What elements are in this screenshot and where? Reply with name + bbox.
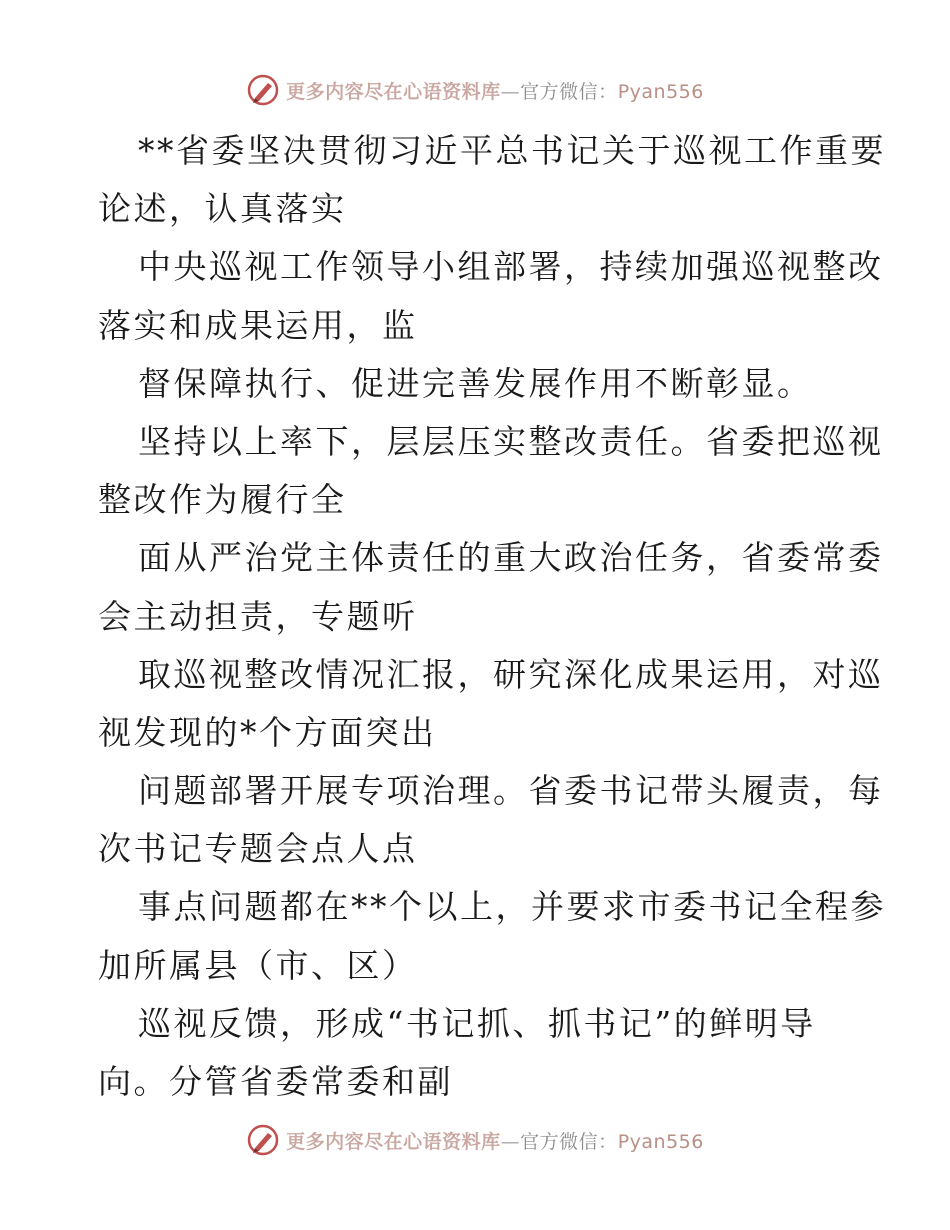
watermark-separator: — <box>500 1130 521 1153</box>
paragraph-line: 论述，认真落实 <box>98 189 347 229</box>
paragraph-line: 巡视反馈，形成“书记抓、抓书记”的鲜明导 <box>138 1003 816 1043</box>
paragraph-line: 加所属县（市、区） <box>98 945 418 985</box>
header-watermark <box>0 70 950 110</box>
document-body <box>98 122 886 1111</box>
watermark-account: Pyan556 <box>617 1130 704 1153</box>
paragraph-line: 面从严治党主体责任的重大政治任务，省委常委 <box>138 538 884 578</box>
footer-watermark <box>0 1120 950 1160</box>
watermark-text <box>286 77 704 104</box>
paragraph-line: **省委坚决贯彻习近平总书记关于巡视工作重要 <box>138 131 886 170</box>
paragraph-line: 次书记专题会点人点 <box>98 829 418 869</box>
paragraph-line: 坚持以上率下，层层压实整改责任。省委把巡视 <box>138 421 884 461</box>
pen-circle-logo-icon <box>246 1123 280 1157</box>
watermark-official: 官方微信： <box>520 1130 618 1153</box>
watermark-brand: 更多内容尽在心语资料库 <box>286 1130 501 1153</box>
paragraph-line: 中央巡视工作领导小组部署，持续加强巡视整改 <box>138 247 884 287</box>
watermark-brand: 更多内容尽在心语资料库 <box>286 80 501 103</box>
paragraph-line: 向。分管省委常委和副 <box>98 1062 453 1101</box>
paragraph-line: 整改作为履行全 <box>98 480 347 520</box>
paragraph-line: 会主动担责，专题听 <box>98 596 418 636</box>
watermark-separator: — <box>500 80 521 103</box>
watermark-account: Pyan556 <box>617 80 704 103</box>
watermark-text <box>286 1127 704 1154</box>
pen-circle-logo-icon <box>246 73 280 107</box>
paragraph-line: 视发现的*个方面突出 <box>98 712 437 752</box>
paragraph-line: 落实和成果运用，监 <box>98 305 418 345</box>
watermark-official: 官方微信： <box>520 80 618 103</box>
paragraph-line: 问题部署开展专项治理。省委书记带头履责，每 <box>138 771 884 811</box>
paragraph-line: 督保障执行、促进完善发展作用不断彰显。 <box>138 363 813 403</box>
paragraph-line: 取巡视整改情况汇报，研究深化成果运用，对巡 <box>138 654 884 694</box>
paragraph-line: 事点问题都在**个以上，并要求市委书记全程参 <box>138 887 886 927</box>
